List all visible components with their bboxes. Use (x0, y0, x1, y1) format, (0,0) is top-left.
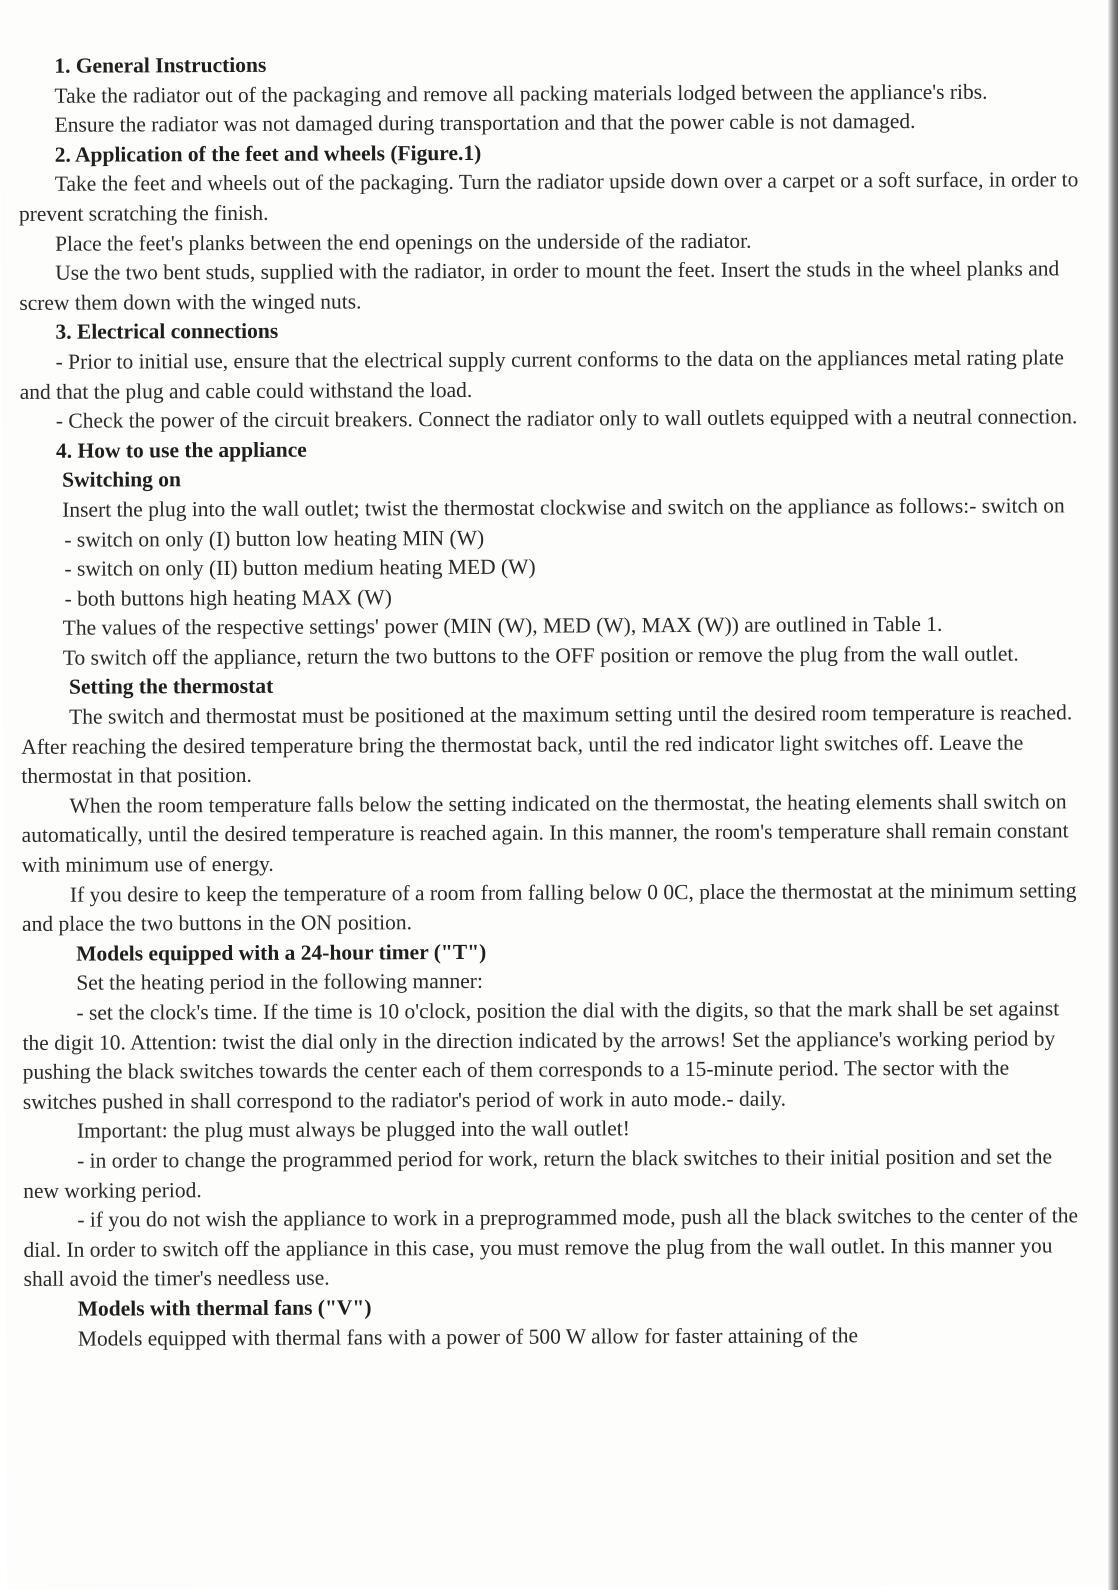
paragraph: - Prior to initial use, ensure that the electrical supply current conforms to the data on the appliances metal rating plate and that the plug and cable could withstand the load. (19, 345, 1064, 404)
subheading-thermal-fans: Models with thermal fans ("V") (77, 1295, 372, 1321)
paragraph: The switch and thermostat must be positioned at the maximum setting until the desired room temperature is reached. After reaching the desired temperature bring the thermostat back, until the red indicator light switches off. Leave the thermostat in that position. (21, 700, 1073, 789)
paragraph: - in order to change the programmed period for work, return the black switches to their initial position and set the new working period. (23, 1144, 1053, 1203)
paragraph: - set the clock's time. If the time is 10 o'clock, position the dial with the digits, so that the mark shall be set against the digit 10. Attention: twist the dial only in the direction indicated by the arrows! Set the appliance's working period by pushing the black switches towards the center each of them corresponds to a 15-minute period. The sector with the switches pushed in shall correspond to the radiator's period of work in auto mode.- daily. (22, 996, 1060, 1114)
paragraph: Place the feet's planks between the end openings on the underside of the radiator. (55, 228, 752, 256)
paragraph: - Check the power of the circuit breakers. Connect the radiator only to wall outlets equipped with a neutral connection. (55, 404, 1078, 433)
list-item: - switch on only (I) button low heating MIN (W) (64, 525, 485, 552)
paragraph: Models equipped with thermal fans with a power of 500 W allow for faster attaining of the (77, 1322, 859, 1351)
paragraph: Set the heating period in the following manner: (76, 969, 483, 996)
paragraph: - if you do not wish the appliance to work in a preprogrammed mode, push all the black switches to the center of the dial. In order to switch off the appliance in this case, you must remove the plug from the wall outlet. In this manner you shall avoid the timer's needless use. (23, 1203, 1079, 1292)
paragraph: If you desire to keep the temperature of a room from falling below 0 0C, place the thermostat at the minimum setting and place the two buttons in the ON position. (21, 877, 1077, 937)
subheading-switching-on: Switching on (62, 467, 182, 493)
scan-edge-shadow (1108, 0, 1118, 1590)
list-item: - switch on only (II) button medium heating MED (W) (64, 554, 536, 581)
section-heading-usage: 4. How to use the appliance (55, 437, 307, 463)
paragraph: The values of the respective settings' power (MIN (W), MED (W), MAX (W)) are outlined in Table 1. (62, 612, 943, 641)
paragraph: Ensure the radiator was not damaged during transportation and that the power cable is not damaged. (54, 109, 916, 137)
list-item: - both buttons high heating MAX (W) (64, 584, 392, 611)
paragraph: To switch off the appliance, return the two buttons to the OFF position or remove the plug from the wall outlet. (62, 641, 1019, 670)
paragraph: Take the feet and wheels out of the packaging. Turn the radiator upside down over a carpet or a soft surface, in order to prevent scratching the finish. (18, 167, 1079, 226)
paragraph: Insert the plug into the wall outlet; twist the thermostat clockwise and switch on the appliance as follows:- switch on (62, 493, 1065, 522)
section-heading-electrical: 3. Electrical connections (55, 319, 279, 345)
paragraph: When the room temperature falls below the setting indicated on the thermostat, the heating elements shall switch on automatically, until the desired temperature is reached again. In this manner, the room's temperature shall remain constant with minimum use of energy. (21, 789, 1069, 877)
paragraph: Use the two bent studs, supplied with the radiator, in order to mount the feet. Insert the studs in the wheel planks and screw them down with the winged nuts. (19, 256, 1060, 315)
section-heading-feet-wheels: 2. Application of the feet and wheels (Figure.1) (54, 140, 482, 167)
subheading-timer: Models equipped with a 24-hour timer ("T") (76, 939, 487, 966)
section-heading-general: 1. General Instructions (54, 52, 267, 78)
paragraph: Take the radiator out of the packaging and remove all packing materials lodged between the appliance's ribs. (54, 79, 988, 108)
paragraph: Important: the plug must always be plugged into the wall outlet! (76, 1116, 630, 1144)
subheading-thermostat: Setting the thermostat (68, 674, 274, 700)
